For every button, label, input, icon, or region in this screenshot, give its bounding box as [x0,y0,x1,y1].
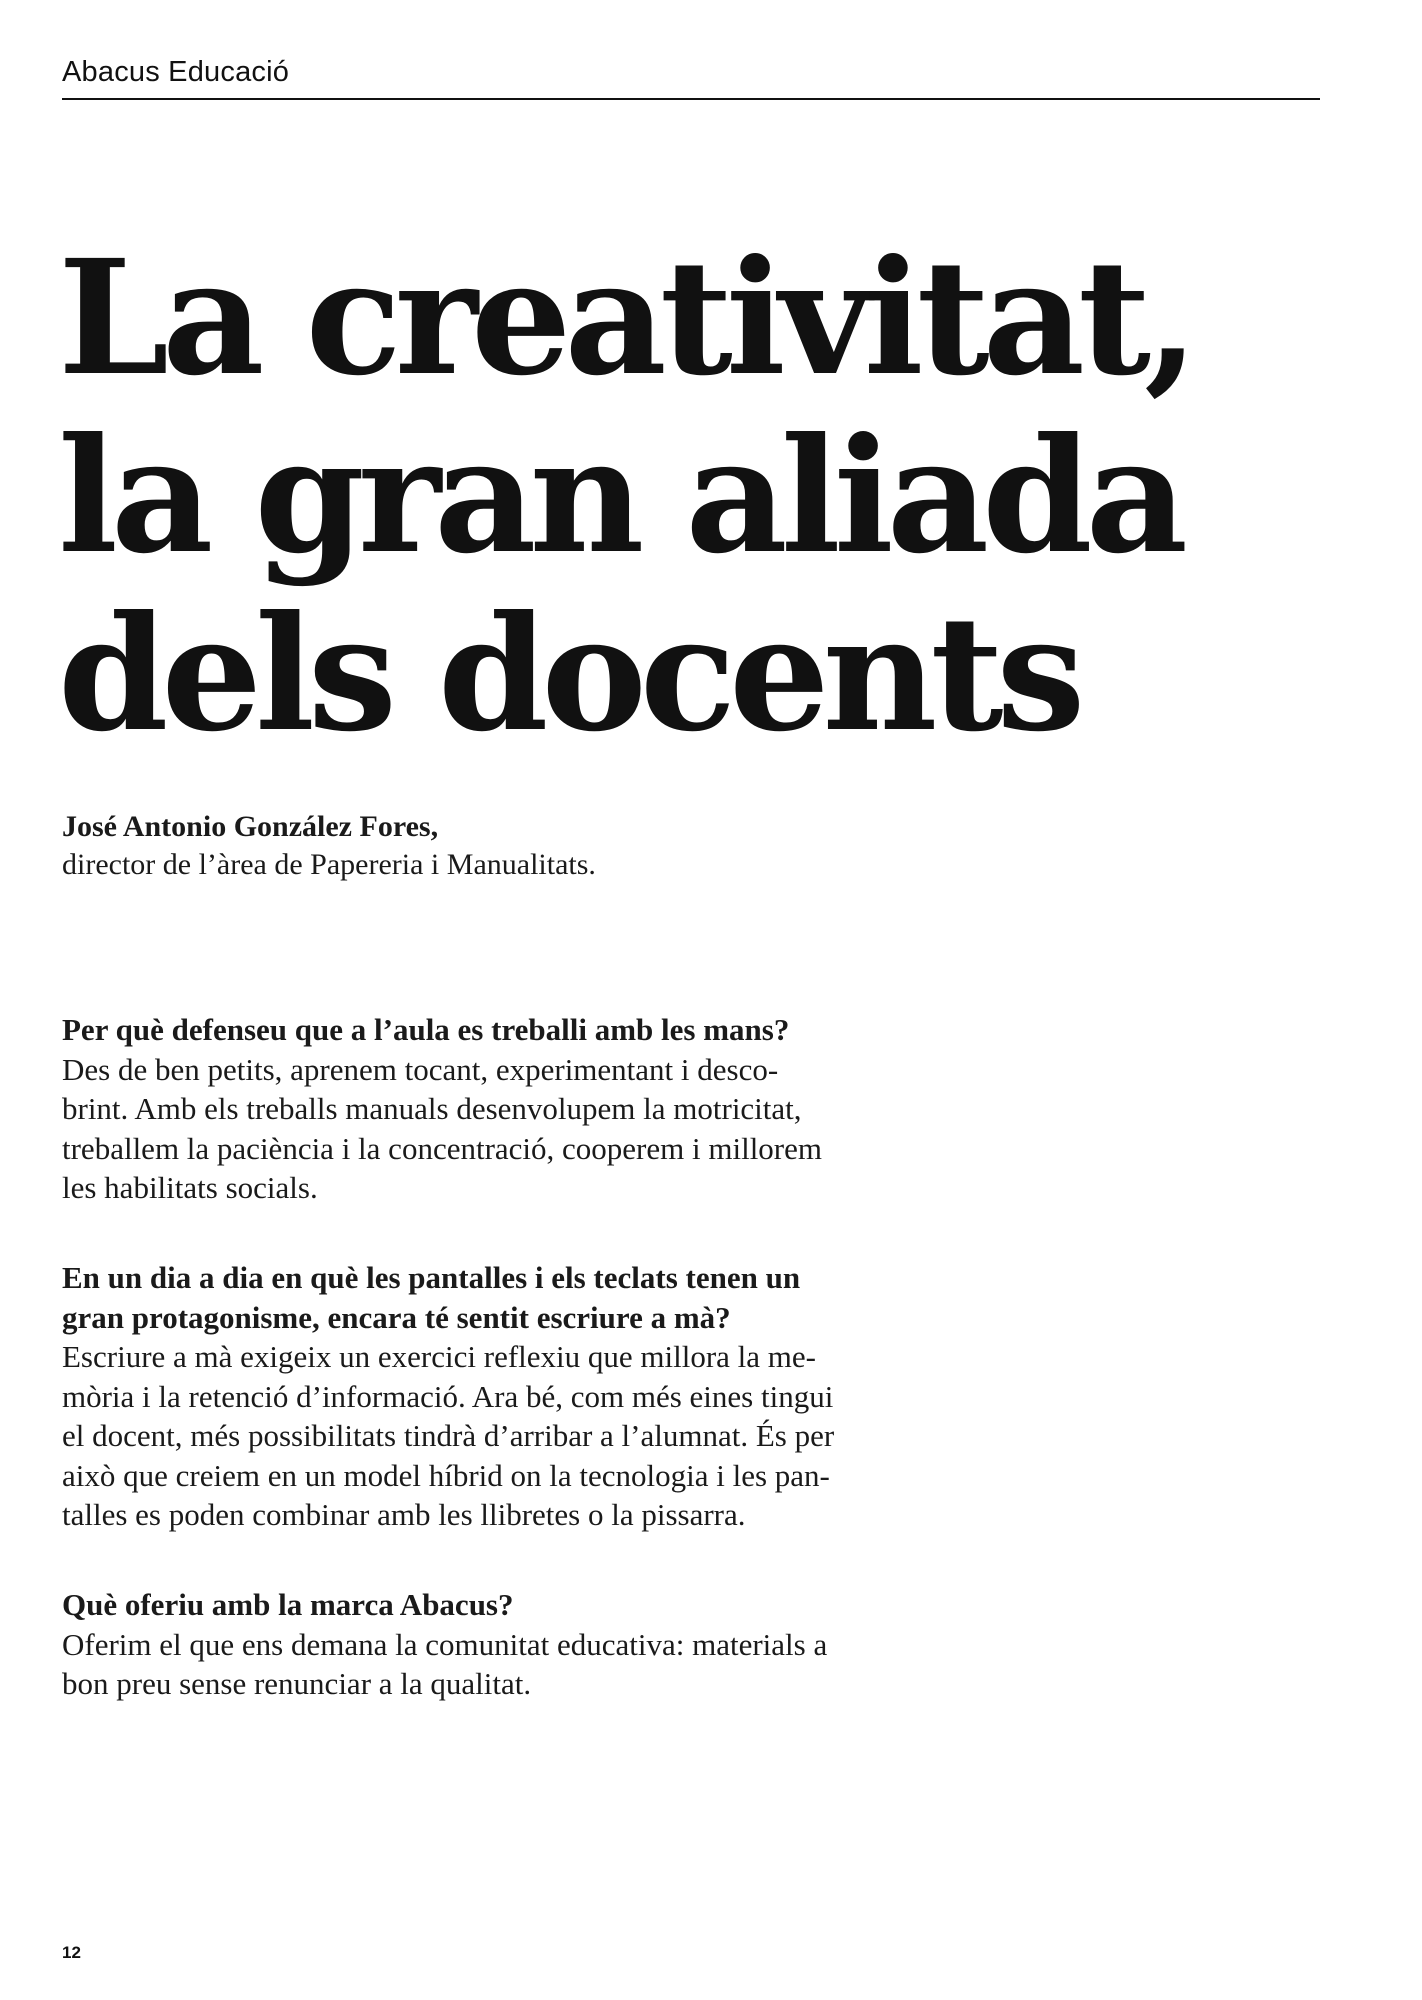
question-3: Què oferiu amb la marca Abacus? [62,1587,514,1622]
answer-2-line-2: mòria i la retenció d’informació. Ara bé, com més eines tingui [62,1378,834,1414]
answer-3-line-1: Oferim el que ens demana la comunitat educativa: materials a [62,1626,828,1662]
qa-block-3 [62,1585,1002,1704]
qa-block-2 [62,1258,1002,1535]
author-role: director de l’àrea de Papereria i Manualitats. [62,848,596,881]
question-2-line-1: En un dia a dia en què les pantalles i els teclats tenen un [62,1260,801,1295]
answer-2-line-3: el docent, més possibilitats tindrà d’arribar a l’alumnat. És per [62,1418,835,1453]
answer-2-line-5: talles es poden combinar amb les llibretes o la pissarra. [62,1497,746,1532]
headline-line-1: La creativitat, [58,226,1193,411]
headline-line-2: la gran aliada [58,404,1182,589]
question-2-line-2: gran protagonisme, encara té sentit escriure a mà? [62,1299,731,1335]
answer-1-line-4: les habilitats socials. [62,1170,318,1205]
page-number: 12 [62,1943,81,1962]
answer-2-line-4: això que creiem en un model híbrid on la tecnologia i les pan- [62,1457,830,1493]
answer-2-line-1: Escriure a mà exigeix un exercici reflexiu que millora la me- [62,1339,816,1374]
author-name: José Antonio González Fores, [62,810,439,843]
publication-title: Abacus Educació [62,56,290,88]
page-header [62,52,1320,100]
answer-1-line-3: treballem la paciència i la concentració, cooperem i millorem [62,1130,822,1166]
qa-block-1 [62,1010,1002,1208]
article-headline [58,226,1258,767]
question-1: Per què defenseu que a l’aula es treballi amb les mans? [62,1012,790,1047]
author-byline [62,808,596,884]
answer-3-line-2: bon preu sense renunciar a la qualitat. [62,1666,532,1701]
answer-1-line-1: Des de ben petits, aprenem tocant, experimentant i desco- [62,1051,779,1087]
answer-1-line-2: brint. Amb els treballs manuals desenvolupem la motricitat, [62,1091,802,1126]
headline-line-3: dels docents [58,582,1079,767]
